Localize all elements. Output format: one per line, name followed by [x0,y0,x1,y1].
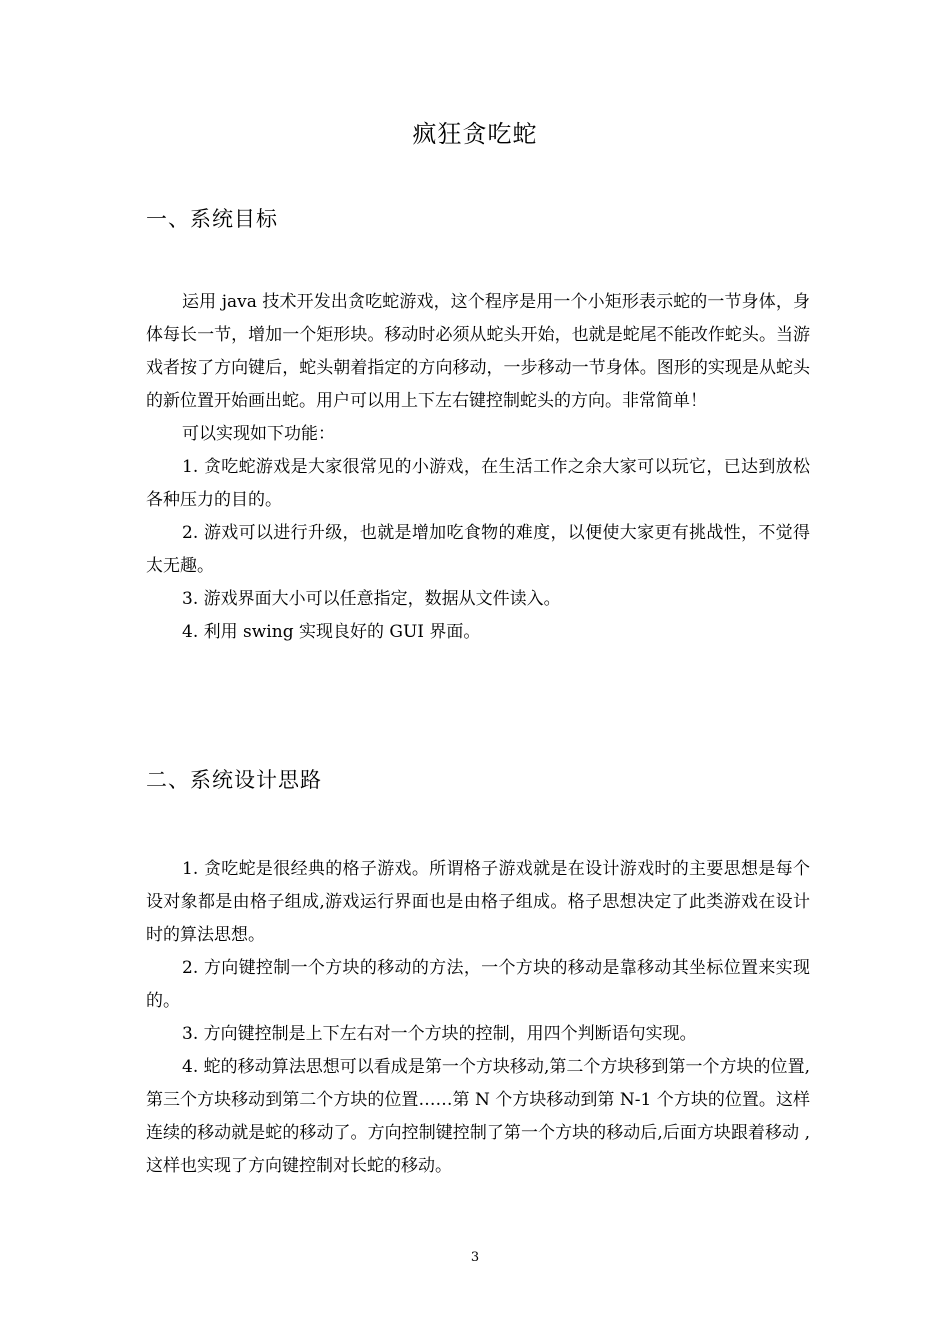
paragraph-features-lead: 可以实现如下功能： [182,424,335,444]
design-item-4: 4. 蛇的移动算法思想可以看成是第一个方块移动,第二个方块移到第一个方块的位置, 第三个方块移动到第二个方块的位置……第 N 个方块移动到第 N-1 个方块的位置。这样连续的移动就是蛇的移动了。方向控制键控制了第一个方块的移动后,后面方块跟着移动 ,这样也实现了方向键控制对长蛇的移动。 [146,1057,810,1176]
feature-item-3: 3. 游戏界面大小可以任意指定，数据从文件读入。 [182,589,561,609]
feature-item-2: 2. 游戏可以进行升级，也就是增加吃食物的难度，以便使大家更有挑战性，不觉得太无趣。 [146,523,810,576]
document-title: 疯狂贪吃蛇 [412,120,538,148]
design-item-2: 2. 方向键控制一个方块的移动的方法，一个方块的移动是靠移动其坐标位置来实现的。 [146,958,810,1011]
section-system-goal [146,204,810,649]
paragraph-intro: 运用 java 技术开发出贪吃蛇游戏，这个程序是用一个小矩形表示蛇的一节身体，身体每长一节，增加一个矩形块。移动时必须从蛇头开始，也就是蛇尾不能改作蛇头。当游戏者按了方向键后，蛇头朝着指定的方向移动，一步移动一节身体。图形的实现是从蛇头的新位置开始画出蛇。用户可以用上下左右键控制蛇头的方向。非常简单！ [146,292,810,411]
design-item-1: 1. 贪吃蛇是很经典的格子游戏。所谓格子游戏就是在设计游戏时的主要思想是每个设对象都是由格子组成,游戏运行界面也是由格子组成。格子思想决定了此类游戏在设计时的算法思想。 [146,859,810,945]
section-heading-design-ideas: 二、系统设计思路 [146,768,322,792]
section-design-ideas [146,765,810,1183]
section-heading-system-goal: 一、系统目标 [146,207,278,231]
page-number: 3 [470,1250,480,1265]
design-item-3: 3. 方向键控制是上下左右对一个方块的控制，用四个判断语句实现。 [182,1024,697,1044]
feature-item-4: 4. 利用 swing 实现良好的 GUI 界面。 [182,622,481,642]
feature-item-1: 1. 贪吃蛇游戏是大家很常见的小游戏，在生活工作之余大家可以玩它，已达到放松各种压力的目的。 [146,457,810,510]
